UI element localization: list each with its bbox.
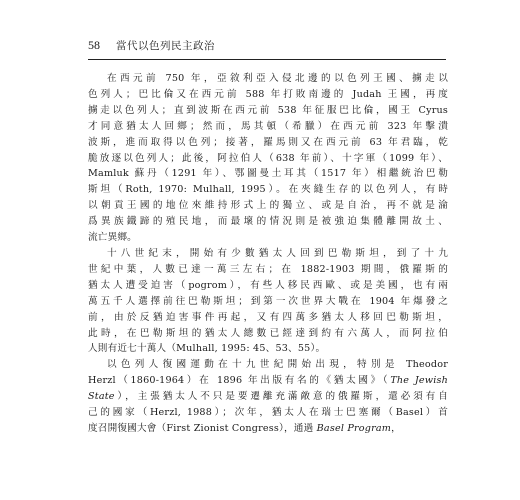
text-run: 在西元前 750 年，亞敘利亞入侵北邊的以色列王國、擄走以 [107, 73, 448, 84]
text-run: 己的國家（Herzl, 1988）；次年，猶太人在瑞士巴塞爾（Basel）首 [88, 407, 448, 419]
text-line [88, 341, 448, 357]
text-line [88, 71, 448, 87]
text-run: 色列人；巴比倫又在西元前 588 年打敗南邊的 Judah 王國，再度 [88, 88, 448, 100]
text-run: 脆放逐以色列人；此後，阿拉伯人（638 年前）、十字軍（1099 年）、 [88, 152, 448, 164]
text-line [88, 119, 448, 135]
italic-text: The Jewish [390, 375, 448, 387]
text-run: 萬五千人選擇前往巴勒斯坦；到第一次世界大戰在 1904 年爆發之 [88, 295, 448, 307]
text-run: 猶太人遭受迫害（pogrom），有些人移民西歐、或是美國，也有兩 [88, 279, 448, 291]
text-run: ），主張猶太人不只是要遷離充滿敵意的俄羅斯，還必須有自 [114, 391, 448, 403]
page-number: 58 [88, 38, 100, 52]
text-run: 此時，在巴勒斯坦的猶太人總數已經達到約有六萬人，而阿拉伯 [88, 327, 448, 339]
text-run: 擄走以色列人；直到波斯在西元前 538 年征服巴比倫，國王 Cyrus [88, 104, 448, 116]
text-run: 以朝貢王國的地位來維持形式上的獨立、或是自治，再不就是淪 [88, 200, 448, 212]
text-line [88, 357, 448, 373]
text-line [88, 87, 448, 103]
text-run: 世紀中葉，人數已達一萬三左右；在 1882-1903 期間，俄羅斯的 [88, 263, 448, 275]
text-line [88, 151, 448, 167]
text-run: 十八世紀末，開始有少數猶太人回到巴勒斯坦，到了十九 [107, 247, 448, 259]
text-run: 人則有近七十萬人（Mulhall, 1995: 45、53、55）。 [88, 343, 326, 355]
text-line [88, 198, 448, 214]
text-line [88, 230, 448, 246]
body-text [88, 71, 448, 437]
italic-text: State [88, 391, 115, 403]
text-line [88, 310, 448, 326]
text-line [88, 294, 448, 310]
italic-text: Basel Program [316, 422, 392, 434]
text-line [88, 166, 448, 182]
text-line [88, 135, 448, 151]
text-run: ， [391, 422, 401, 434]
page-header [88, 38, 215, 56]
text-line [88, 389, 448, 405]
text-line [88, 326, 448, 342]
text-line [88, 182, 448, 198]
text-line [88, 262, 448, 278]
text-line [88, 405, 448, 421]
paragraph [88, 71, 448, 246]
header-rule [88, 59, 446, 60]
text-line [88, 421, 448, 437]
text-line [88, 278, 448, 294]
text-run: 爲異族鐵蹄的殖民地，而最壞的情況則是被強迫集體離開故土、 [88, 216, 448, 228]
running-head: 當代以色列民主政治 [116, 40, 215, 52]
text-run: 才同意猶太人回鄉；然而，馬其頓（希臘）在西元前 323 年擊潰 [88, 120, 448, 132]
text-run: 度召開復國大會（First Zionist Congress），通過 [88, 422, 317, 434]
text-line [88, 373, 448, 389]
text-run: 斯坦（Roth, 1970: Mulhall, 1995）。在夾縫生存的以色列人，有時 [88, 184, 448, 196]
paragraph [88, 357, 448, 437]
text-run: 波斯，進而取得以色列；接著，羅馬則又在西元前 63 年君臨，乾 [88, 136, 448, 148]
text-line [88, 103, 448, 119]
text-run: 流亡異鄉。 [88, 232, 137, 244]
text-run: 前，由於反猶迫害事件再起，又有四萬多猶太人移回巴勒斯坦， [88, 311, 448, 323]
text-line [88, 214, 448, 230]
text-line [88, 246, 448, 262]
text-run: 以色列人復國運動在十九世紀開始出現，特別是 Theodor [107, 359, 448, 371]
paragraph [88, 246, 448, 357]
text-run: Herzl（1860-1964）在 1896 年出版有名的《猶太國》（ [88, 375, 391, 387]
text-run: Mamluk 蘇丹（1291 年）、鄂圖曼土耳其（1517 年）相繼統治巴勒 [88, 168, 448, 180]
